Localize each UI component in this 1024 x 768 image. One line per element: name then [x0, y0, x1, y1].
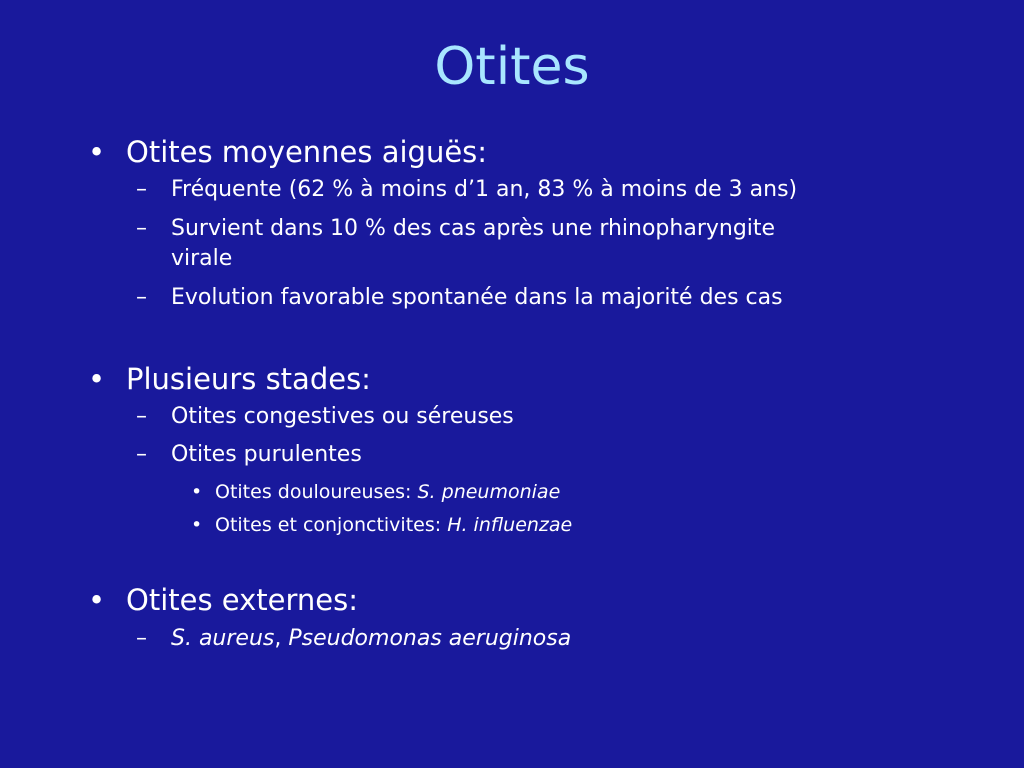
- list-item: Survient dans 10 % des cas après une rhinopharyngite: [171, 216, 776, 241]
- separator: ,: [274, 626, 289, 651]
- section-heading-otites-externes: Otites externes:: [126, 583, 359, 617]
- dash-marker: –: [136, 626, 147, 651]
- list-item: Evolution favorable spontanée dans la majorité des cas: [171, 285, 783, 310]
- bullet-marker: •: [88, 135, 106, 169]
- sub-list-item: [215, 479, 560, 505]
- dash-marker: –: [136, 177, 147, 202]
- small-bullet-marker: •: [191, 514, 203, 536]
- species-name: S. pneumoniae: [417, 481, 561, 503]
- section-heading-plusieurs-stades: Plusieurs stades:: [126, 362, 371, 396]
- list-item-continuation: virale: [171, 246, 233, 271]
- bullet-marker: •: [88, 362, 106, 396]
- dash-marker: –: [136, 285, 147, 310]
- slide-title: Otites: [434, 37, 590, 97]
- section-heading-otites-moyennes: Otites moyennes aiguës:: [126, 135, 488, 169]
- small-bullet-marker: •: [191, 481, 203, 503]
- list-item: Otites congestives ou séreuses: [171, 404, 514, 429]
- dash-marker: –: [136, 216, 147, 241]
- sub-list-item-text: Otites et conjonctivites:: [215, 514, 448, 536]
- species-name: H. influenzae: [447, 514, 573, 536]
- sub-list-item-text: Otites douloureuses:: [215, 481, 418, 503]
- sub-list-item: [215, 512, 572, 538]
- list-item: Fréquente (62 % à moins d’1 an, 83 % à moins de 3 ans): [171, 177, 798, 202]
- species-name: Pseudomonas aeruginosa: [288, 626, 572, 651]
- species-name: S. aureus: [171, 626, 275, 651]
- bullet-marker: •: [88, 583, 106, 617]
- dash-marker: –: [136, 404, 147, 429]
- dash-marker: –: [136, 442, 147, 467]
- list-item: Otites purulentes: [171, 442, 362, 467]
- list-item: [171, 624, 571, 654]
